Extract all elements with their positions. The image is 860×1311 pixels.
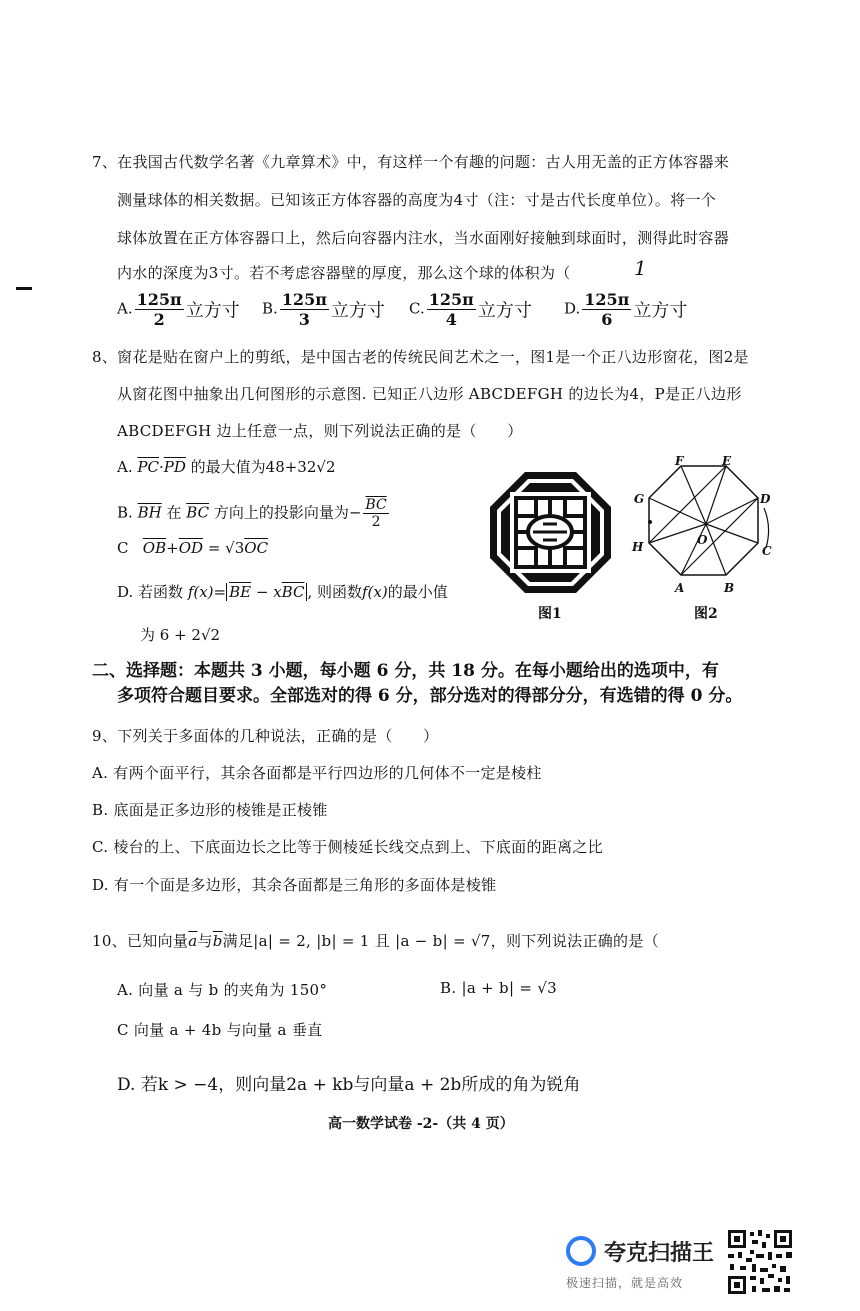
dot-operator: · (158, 458, 164, 476)
vector-pd: $\overline{PD}$ (163, 458, 186, 476)
label-d: D (760, 492, 771, 506)
fraction-denominator: 6 (601, 310, 613, 329)
function-f: f(x) (362, 583, 388, 601)
fraction-numerator: 125π (428, 290, 474, 309)
figure-1-window-flower (488, 470, 613, 595)
fraction (582, 290, 631, 329)
watermark-title: 夸克扫描王 (604, 1241, 715, 1266)
fraction-numerator: 125π (584, 290, 630, 309)
q7-option-a (117, 290, 240, 329)
fraction-denominator: 4 (445, 310, 457, 329)
q8-line-2: 从窗花图中抽象出几何图形的示意图. 已知正八边形 ABCDEFGH 的边长为4，P是正八边形 (117, 385, 742, 403)
handwritten-answer: 1 (634, 256, 647, 280)
label-e: E (722, 454, 732, 468)
figure-2-caption: 图2 (694, 606, 718, 622)
scan-mark (16, 287, 32, 290)
q7-line-3: 球体放置在正方体容器口上，然后向容器内注水，当水面刚好接触到球面时，测得此时容器 (117, 229, 730, 247)
page-footer: 高一数学试卷 -2-（共 4 页） (328, 1116, 514, 1132)
q8-option-d (117, 581, 448, 602)
fraction-numerator: $\overline{BC}$ (365, 497, 387, 513)
q8-option-b (117, 497, 391, 530)
minus-x: − x (251, 583, 282, 601)
label-g: G (634, 492, 645, 506)
unit: 立方寸 (477, 300, 532, 322)
label-o: O (697, 533, 708, 547)
q10-stem (92, 930, 659, 951)
q9-option-b: B. 底面是正多边形的棱锥是正棱锥 (92, 801, 328, 819)
quark-logo-icon (566, 1236, 596, 1266)
equals-sign: = (213, 583, 227, 601)
fraction (280, 290, 329, 329)
function-f: f(x) (187, 583, 214, 601)
q8-option-d-continued: 为 6 + 2√2 (140, 626, 221, 644)
vector-be: $\overline{BE}$ (229, 583, 252, 601)
q10-stem-text: 满足|a| = 2, |b| = 1 且 |a − b| = √7，则下列说法正确的是（ (222, 932, 659, 950)
option-text: 的最大值为48+32√2 (190, 458, 336, 476)
option-text: 的最小值 (387, 583, 448, 601)
fraction-denominator: 2 (371, 514, 381, 530)
q9-option-a: A. 有两个面平行，其余各面都是平行四边形的几何体不一定是棱柱 (92, 764, 542, 782)
fraction (135, 290, 184, 329)
option-text: , 则函数 (307, 583, 362, 601)
vector-a: $\overline{a}$ (188, 932, 198, 950)
fraction-numerator: 125π (281, 290, 327, 309)
watermark-subtitle: 极速扫描，就是高效 (566, 1276, 684, 1290)
option-text: 方向上的投影向量为− (213, 503, 362, 522)
q7-option-c (409, 290, 532, 329)
equation-part: = √3 (207, 539, 245, 557)
fraction-denominator: 3 (298, 310, 310, 329)
q10-option-b: B. |a + b| = √3 (440, 979, 558, 997)
label-f: F (675, 454, 684, 468)
q8-option-a (117, 456, 336, 477)
q8-line-1: 8、窗花是贴在窗户上的剪纸，是中国古老的传统民间艺术之一，图1是一个正八边形窗花，图2是 (92, 348, 749, 366)
figure-2-octagon-diagram (626, 452, 796, 602)
vector-bc: $\overline{BC}$ (281, 583, 305, 601)
section-2-heading-line-1: 二、选择题：本题共 3 小题，每小题 6 分，共 18 分。在每小题给出的选项中，有 (92, 661, 719, 681)
fraction-numerator: 125π (136, 290, 182, 309)
figure-1-caption: 图1 (538, 606, 562, 622)
option-letter: C (117, 539, 129, 557)
q9-option-c: C. 棱台的上、下底面边长之比等于侧棱延长线交点到上、下底面的距离之比 (92, 838, 603, 856)
absolute-value (226, 583, 307, 601)
q7-option-d (564, 290, 687, 329)
unit: 立方寸 (330, 300, 385, 322)
q10-stem-text: 与 (197, 932, 213, 950)
fraction (363, 497, 388, 530)
unit: 立方寸 (185, 300, 240, 322)
qr-code-icon (726, 1228, 794, 1296)
label-a: A (675, 581, 685, 595)
plus-operator: + (166, 539, 179, 557)
section-2-heading-line-2: 多项符合题目要求。全部选对的得 6 分，部分选对的得部分分，有选错的得 0 分。 (117, 686, 743, 706)
fraction (427, 290, 476, 329)
option-letter: A. (117, 299, 133, 318)
vector-b: $\overline{b}$ (212, 932, 223, 950)
q8-option-c (117, 539, 268, 557)
option-letter: B. (117, 503, 133, 522)
option-letter: C. (409, 299, 425, 318)
q7-option-b (262, 290, 385, 329)
unit: 立方寸 (633, 300, 688, 322)
q7-line-1: 7、在我国古代数学名著《九章算术》中，有这样一个有趣的问题：古人用无盖的正方体容器来 (92, 153, 730, 171)
q7-line-4: 内水的深度为3寸。若不考虑容器壁的厚度，那么这个球的体积为（ (117, 264, 571, 282)
q10-option-c: C 向量 a + 4b 与向量 a 垂直 (117, 1021, 323, 1039)
q10-stem-text: 10、已知向量 (92, 932, 189, 950)
label-b: B (724, 581, 735, 595)
option-letter: D. (564, 299, 581, 318)
option-letter: B. (262, 299, 278, 318)
option-text: D. 若函数 (117, 583, 184, 601)
q9-option-d: D. 有一个面是多边形，其余各面都是三角形的多面体是棱锥 (92, 876, 497, 894)
label-c: C (762, 544, 772, 558)
vector-od: $\overline{OD}$ (178, 539, 204, 557)
label-h: H (632, 540, 644, 554)
q7-line-2: 测量球体的相关数据。已知该正方体容器的高度为4寸（注：寸是古代长度单位）。将一个 (117, 191, 717, 209)
vector-bc: $\overline{BC}$ (186, 503, 210, 522)
vector-oc: $\overline{OC}$ (244, 539, 269, 557)
vector-bh: $\overline{BH}$ (137, 503, 162, 522)
q10-option-a: A. 向量 a 与 b 的夹角为 150° (117, 981, 328, 999)
vector-pc: $\overline{PC}$ (137, 458, 159, 476)
option-letter: A. (117, 458, 133, 476)
vector-ob: $\overline{OB}$ (142, 539, 167, 557)
q10-option-d: D. 若k > −4，则向量2a + kb与向量a + 2b所成的角为锐角 (117, 1075, 581, 1095)
fraction-denominator: 2 (153, 310, 165, 329)
q8-line-3: ABCDEFGH 边上任意一点，则下列说法正确的是（ ） (117, 422, 523, 440)
option-text: 在 (166, 503, 182, 522)
q9-stem: 9、下列关于多面体的几种说法，正确的是（ ） (92, 727, 439, 745)
